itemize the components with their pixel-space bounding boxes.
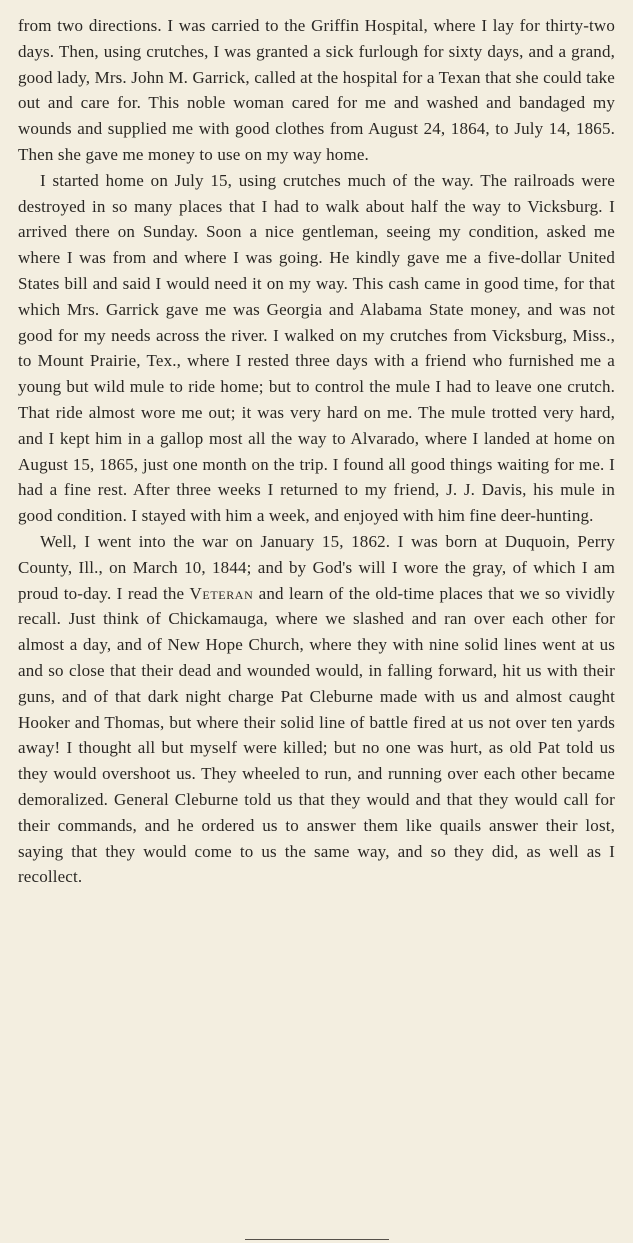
document-page: [18, 13, 615, 890]
paragraph-text-after: and learn of the old-time places that we so vividly recall. Just think of Chickamauga, where we slashed and ran over each other for almost a day, and of New Hope Church, where they with nine solid lines went at us and so close that their dead and wounded would, in falling forward, hit us with their guns, and of that dark night charge Pat Cleburne made with us and almost caught Hooker and Thomas, but where their solid line of battle fired at us not over ten yards away! I thought all but myself were killed; but no one was hurt, as old Pat told us they would overshoot us. They wheeled to run, and running over each other became demoralized. General Cleburne told us that they would and that they would call for their commands, and he ordered us to answer them like quails answer their lost, saying that they would come to us the same way, and so they did, as well as I recollect.: [18, 583, 615, 887]
paragraph-continuation: from two directions. I was carried to the Griffin Hospital, where I lay for thirty-two days. Then, using crutches, I was granted a sick furlough for sixty days, and a grand, good lady, Mrs. John M. Garrick, called at the hospital for a Texan that she could take out and care for. This noble woman cared for me and washed and bandaged my wounds and supplied me with good clothes from August 24, 1864, to July 14, 1865. Then she gave me money to use on my way home.: [18, 16, 615, 164]
veteran-small-caps: Veteran: [189, 583, 254, 603]
paragraph-war-memories: [18, 529, 615, 890]
section-divider: [245, 1239, 389, 1240]
paragraph-journey-home: I started home on July 15, using crutches much of the way. The railroads were destroyed in so many places that I had to walk about half the way to Vicksburg. I arrived there on Sunday. Soon a nice gentleman, seeing my condition, asked me where I was from and where I was going. He kindly gave me a five-dollar United States bill and said I would need it on my way. This cash came in good time, for that which Mrs. Garrick gave me was Georgia and Alabama State money, and was not good for my needs across the river. I walked on my crutches from Vicksburg, Miss., to Mount Prairie, Tex., where I rested three days with a friend who furnished me a young but wild mule to ride home; but to control the mule I had to leave one crutch. That ride almost wore me out; it was very hard on me. The mule trotted very hard, and I kept him in a gallop most all the way to Alvarado, where I landed at home on August 15, 1865, just one month on the trip. I found all good things waiting for me. I had a fine rest. After three weeks I returned to my friend, J. J. Davis, his mule in good condition. I stayed with him a week, and enjoyed with him fine deer-hunting.: [18, 170, 615, 526]
paragraph-text-before: Well, I went into the war on January 15, 1862. I was born at Duquoin, Perry County, Ill., on March 10, 1844; and by God's will I wore the gray, of which I am proud to-day. I read the: [18, 531, 615, 603]
